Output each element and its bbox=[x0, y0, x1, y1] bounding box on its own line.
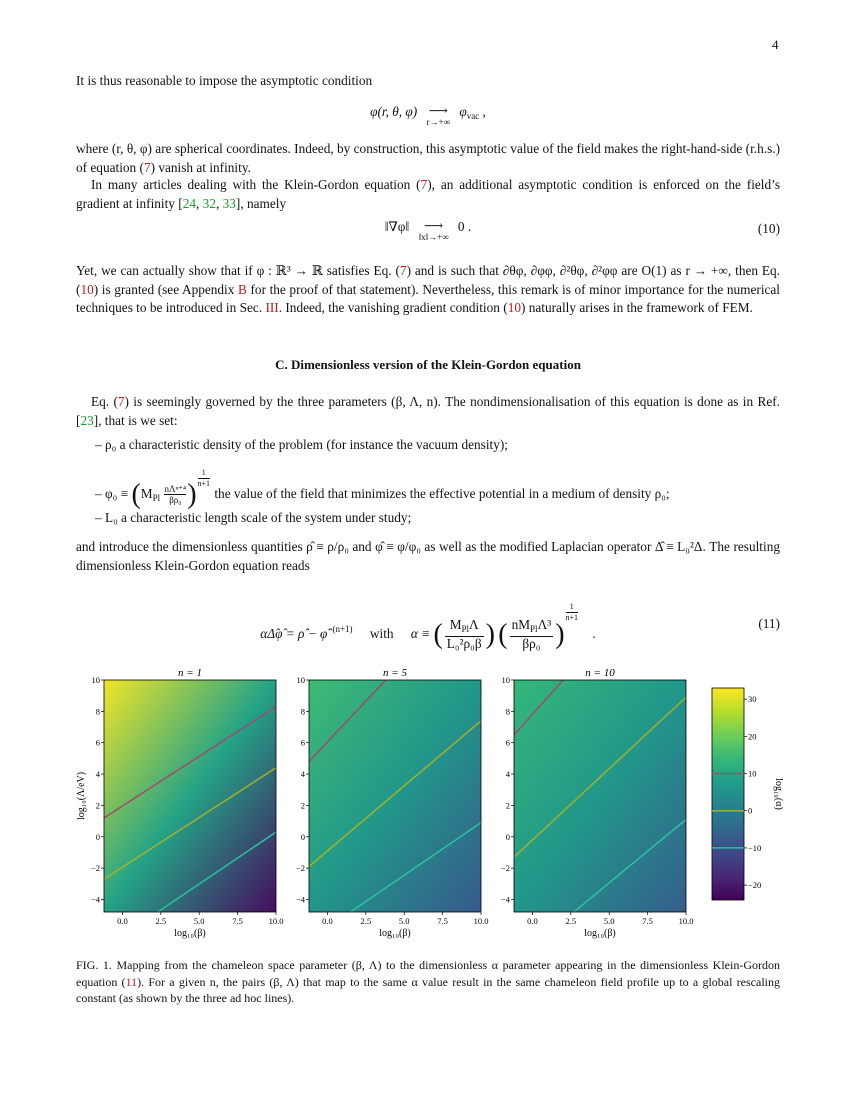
cite-sep: , bbox=[196, 195, 203, 211]
colorbar bbox=[712, 688, 744, 900]
colorbar-tick-label: 20 bbox=[748, 731, 757, 742]
figure-caption bbox=[76, 957, 780, 1007]
y-tick-label: 4 bbox=[300, 769, 305, 780]
f1-num-post: Λ bbox=[469, 617, 479, 633]
y-tick-label: 2 bbox=[300, 800, 305, 811]
limit-arrow: ⟶ bbox=[424, 218, 444, 233]
eq11-trail: . bbox=[592, 626, 596, 641]
x-tick-label: 10.0 bbox=[268, 916, 284, 926]
phi0-frac-den: βρ₀ bbox=[169, 495, 182, 506]
y-tick-label: 4 bbox=[95, 769, 100, 780]
y-tick-label: 10 bbox=[501, 675, 510, 685]
para5-text-b: ) is seemingly governed by the three parameters (β, Λ, n). The nondimensionalisation of this equation is done as in Ref. [ bbox=[76, 394, 780, 428]
colorbar-tick-label: −20 bbox=[748, 880, 762, 891]
limit-under: r→+∞ bbox=[426, 117, 451, 127]
f2-den: βρ₀ bbox=[522, 636, 541, 652]
y-tick-label: −2 bbox=[295, 863, 305, 874]
x-axis-label: log₁₀(β) bbox=[174, 928, 206, 939]
x-tick-label: 0.0 bbox=[527, 916, 538, 926]
eq11-exp-den: n+1 bbox=[565, 613, 579, 622]
ref-eq7[interactable]: 7 bbox=[117, 394, 125, 409]
x-tick-label: 7.5 bbox=[437, 916, 448, 926]
phi0-text: the value of the field that minimizes the effective potential in a medium of density ρ₀; bbox=[214, 486, 670, 501]
f1-den: L₀²ρ₀β bbox=[446, 636, 482, 652]
cite-sep: , bbox=[215, 195, 223, 211]
ref-section-iii[interactable]: III bbox=[265, 300, 279, 315]
y-tick-label: 2 bbox=[95, 800, 100, 811]
y-tick-label: 8 bbox=[300, 706, 305, 717]
eq10-under: ‖x‖→+∞ bbox=[418, 232, 449, 242]
x-tick-label: 2.5 bbox=[360, 916, 372, 926]
citation-24[interactable]: 24 bbox=[182, 195, 197, 211]
para3-text-a: In many articles dealing with the Klein-Gordon equation ( bbox=[91, 177, 421, 192]
limit-arrow: ⟶ bbox=[428, 103, 448, 118]
phi0-def: – φ₀ ≡ bbox=[95, 486, 129, 501]
y-tick-label: 6 bbox=[95, 737, 100, 748]
page-number: 4 bbox=[772, 37, 779, 52]
para3-text-c: ], namely bbox=[235, 195, 287, 211]
ref-eq7[interactable]: 7 bbox=[420, 177, 428, 192]
f2-num-sub: Pl bbox=[530, 624, 538, 635]
eq11-with: with bbox=[369, 626, 394, 641]
ref-eq10[interactable]: 10 bbox=[80, 281, 94, 297]
f1-num-sub: Pl bbox=[461, 624, 470, 635]
y-tick-label: 8 bbox=[505, 706, 510, 717]
colorbar-label: log₁₀(α) bbox=[773, 778, 784, 810]
left-paren: ( bbox=[433, 618, 443, 650]
x-tick-label: 0.0 bbox=[322, 916, 333, 926]
para2-text-a: where (r, θ, φ) are spherical coordinates. Indeed, by construction, this asymptotic value of the field makes the right-hand-side (r.h.s.) of equation ( bbox=[76, 141, 780, 175]
x-tick-label: 2.5 bbox=[155, 916, 167, 926]
x-tick-label: 10.0 bbox=[678, 916, 694, 926]
eq-rhs: φ bbox=[459, 104, 467, 119]
colorbar-tick-label: 0 bbox=[748, 805, 753, 816]
x-tick-label: 5.0 bbox=[193, 916, 205, 926]
para4-text-c: ) is granted (see Appendix bbox=[93, 281, 239, 297]
eq11-lhs: αΔ̂φ̂ = ρ̂ − φ̂ bbox=[260, 626, 328, 641]
citation-23[interactable]: 23 bbox=[80, 412, 94, 428]
eq-lhs: φ(r, θ, φ) bbox=[370, 104, 418, 119]
equation-number-10: (10) bbox=[757, 221, 780, 236]
y-tick-label: 6 bbox=[505, 737, 510, 748]
y-tick-label: 10 bbox=[91, 675, 100, 685]
y-tick-label: 0 bbox=[505, 831, 510, 842]
x-axis-label: log₁₀(β) bbox=[379, 928, 411, 939]
ref-appendix-b[interactable]: B bbox=[238, 281, 247, 297]
ref-eq7[interactable]: 7 bbox=[143, 159, 151, 175]
x-tick-label: 7.5 bbox=[642, 916, 653, 926]
equation-number-11: (11) bbox=[758, 616, 780, 631]
intro-text: It is thus reasonable to impose the asymptotic condition bbox=[76, 73, 373, 88]
para4-text-a: Yet, we can actually show that if φ : ℝ³ → ℝ satisfies Eq. ( bbox=[76, 263, 400, 278]
f2-num: nM bbox=[511, 617, 531, 633]
x-tick-label: 2.5 bbox=[565, 916, 577, 926]
ref-eq11[interactable]: 11 bbox=[125, 974, 138, 989]
para2-text-b: ) vanish at infinity. bbox=[150, 159, 251, 175]
citation-32[interactable]: 32 bbox=[202, 195, 216, 211]
y-tick-label: 6 bbox=[300, 737, 305, 748]
heatmap-panel-1 bbox=[104, 680, 276, 912]
para6-text: and introduce the dimensionless quantities ρ̂ ≡ ρ/ρ₀ and φ̂ ≡ φ/φ₀ as well as the modified Laplacian operator Δ̂ ≡ L₀²Δ. The resulting dimensionless Klein-Gordon equation reads bbox=[76, 539, 780, 573]
y-tick-label: 0 bbox=[300, 831, 305, 842]
para4-text-b: ) and is such that ∂θφ, ∂φφ, ∂²θφ, ∂²φφ are O(1) as r → +∞, then Eq. ( bbox=[76, 263, 780, 297]
left-paren: ( bbox=[498, 618, 508, 650]
x-tick-label: 5.0 bbox=[398, 916, 410, 926]
heatmap-panel-10 bbox=[514, 680, 686, 912]
para3-text-b: ), an additional asymptotic condition is enforced on the field’s gradient at infinity [ bbox=[76, 177, 781, 211]
x-tick-label: 0.0 bbox=[117, 916, 128, 926]
y-tick-label: −4 bbox=[90, 894, 100, 905]
y-tick-label: 10 bbox=[296, 675, 305, 685]
citation-33[interactable]: 33 bbox=[222, 195, 236, 211]
y-tick-label: 0 bbox=[95, 831, 100, 842]
para5-text-a: Eq. ( bbox=[91, 394, 118, 409]
right-paren: ) bbox=[555, 618, 565, 650]
bullet-L0: – L₀ a characteristic length scale of the system under study; bbox=[95, 510, 412, 525]
f1-num: M bbox=[449, 617, 462, 633]
eq10-rhs: 0 . bbox=[457, 219, 472, 234]
heatmap-panel-5 bbox=[309, 680, 481, 912]
phi0-exp-den: n+1 bbox=[197, 479, 211, 488]
para4-text-e: . Indeed, the vanishing gradient condition ( bbox=[278, 300, 508, 315]
x-tick-label: 5.0 bbox=[603, 916, 615, 926]
left-paren: ( bbox=[131, 478, 141, 510]
para4-text-f: ) naturally arises in the framework of FEM. bbox=[520, 300, 753, 315]
bullet-rho0: – ρ₀ a characteristic density of the problem (for instance the vacuum density); bbox=[95, 437, 508, 452]
x-tick-label: 10.0 bbox=[473, 916, 489, 926]
eq11-alpha: α ≡ bbox=[410, 626, 431, 641]
y-tick-label: −4 bbox=[500, 894, 510, 905]
right-paren: ) bbox=[485, 618, 495, 650]
right-paren: ) bbox=[187, 478, 197, 510]
panel-title: n = 10 bbox=[585, 667, 615, 679]
eq10-lhs: ‖∇φ‖ bbox=[384, 219, 410, 234]
phi0-frac-num: nΛⁿ⁺⁴ bbox=[164, 484, 187, 495]
panel-title: n = 1 bbox=[178, 667, 202, 679]
y-tick-label: 4 bbox=[505, 769, 510, 780]
phi0-exp-num: 1 bbox=[198, 468, 211, 479]
colorbar-tick-label: 30 bbox=[748, 694, 757, 705]
mpl: M bbox=[140, 486, 153, 501]
y-tick-label: 8 bbox=[95, 706, 100, 717]
mpl-sub: Pl bbox=[152, 493, 161, 503]
caption-text-b: ). For a given n, the pairs (β, Λ) that map to the same α value result in the same chameleon field profile up to a global rescaling constant (as shown by the three ad hoc lines). bbox=[76, 974, 780, 1005]
y-tick-label: −2 bbox=[500, 863, 510, 874]
y-tick-label: 2 bbox=[505, 800, 510, 811]
eq11-exp-num: 1 bbox=[566, 602, 579, 613]
eq-rhs-sub: vac bbox=[466, 111, 480, 121]
y-axis-label: log₁₀(Λ/eV) bbox=[76, 771, 87, 821]
colorbar-tick-label: 10 bbox=[748, 768, 757, 779]
colorbar-tick-label: −10 bbox=[748, 842, 762, 853]
y-tick-label: −4 bbox=[295, 894, 305, 905]
panel-title: n = 5 bbox=[383, 667, 407, 679]
ref-eq10[interactable]: 10 bbox=[507, 300, 521, 315]
eq11-lhs-exp: −(n+1) bbox=[327, 624, 353, 634]
para5-text-c: ], that is we set: bbox=[93, 412, 178, 428]
ref-eq7[interactable]: 7 bbox=[399, 263, 407, 278]
x-tick-label: 7.5 bbox=[232, 916, 243, 926]
caption-text-a: FIG. 1. Mapping from the chameleon space parameter (β, Λ) to the dimensionless α parameter appearing in the dimensionless Klein-Gordon equation ( bbox=[76, 958, 780, 989]
x-axis-label: log₁₀(β) bbox=[584, 928, 616, 939]
para4-text-d: for the proof of that statement). Nevertheless, this remark is of minor importance for the numerical techniques to be introduced in Sec. bbox=[76, 281, 781, 315]
f2-num-post: Λ³ bbox=[537, 617, 552, 633]
section-title: C. Dimensionless version of the Klein-Gordon equation bbox=[275, 357, 581, 372]
eq-trail: , bbox=[479, 104, 486, 119]
y-tick-label: −2 bbox=[90, 863, 100, 874]
